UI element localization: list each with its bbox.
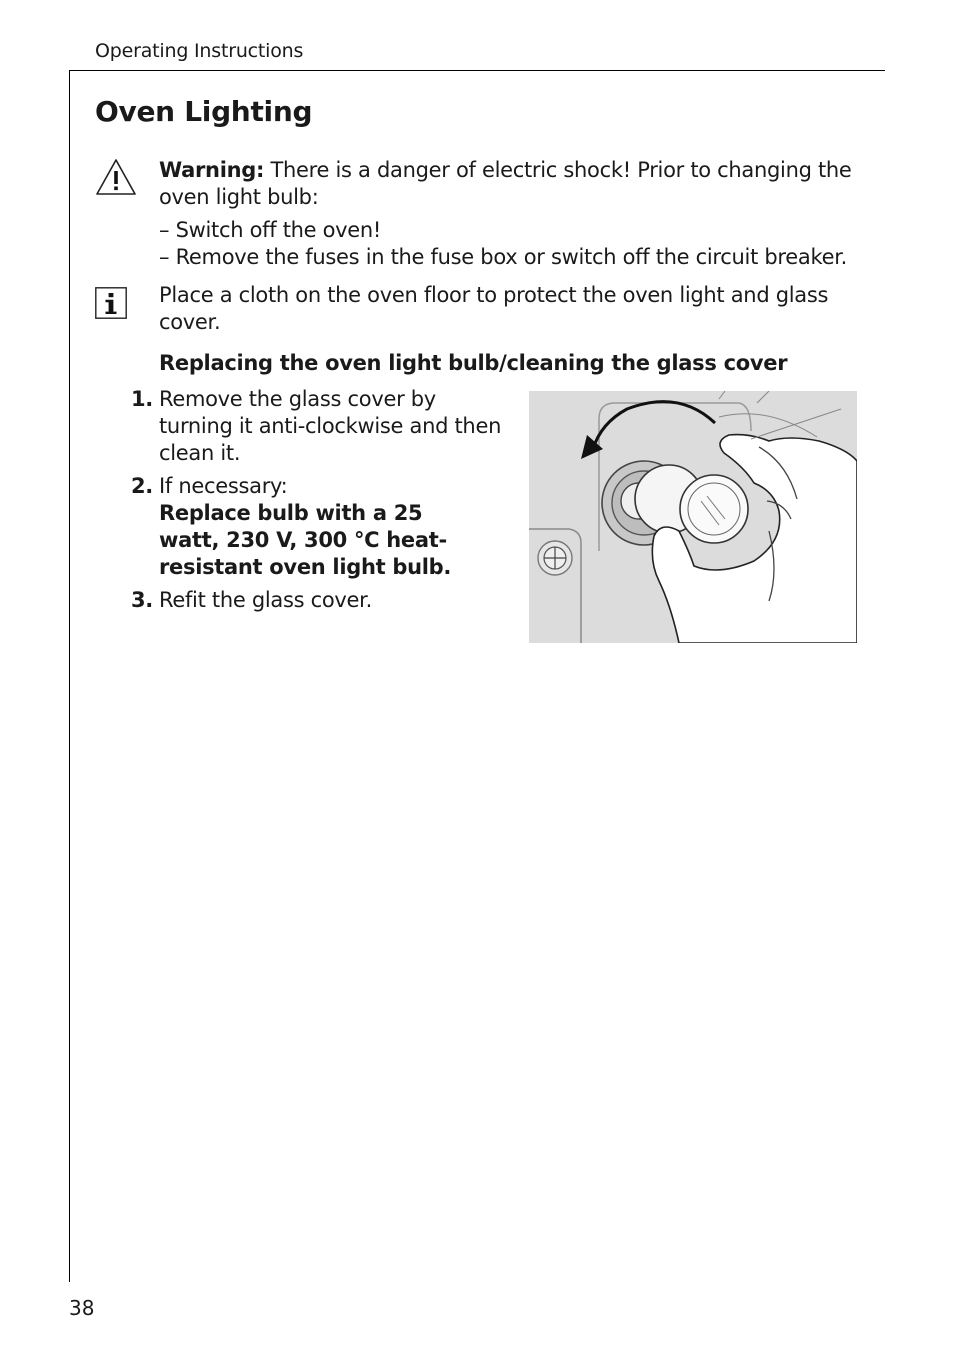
step-item (120, 386, 520, 467)
info-text: Place a cloth on the oven floor to protect the oven light and glass cover. (159, 283, 829, 334)
step-item (120, 473, 520, 581)
procedure-heading: Replacing the oven light bulb/cleaning the glass cover (159, 351, 788, 375)
page-number: 38 (69, 1296, 95, 1320)
warning-item: – Remove the fuses in the fuse box or switch off the circuit breaker. (159, 245, 847, 269)
step-item (120, 587, 520, 614)
step-number: 1. (131, 387, 153, 411)
warning-message: There is a danger of electric shock! Prior to changing the oven light bulb: (159, 158, 852, 209)
page-title: Oven Lighting (95, 95, 313, 128)
step-number: 3. (131, 588, 153, 612)
step-text: Remove the glass cover by turning it anti-clockwise and then clean it. (159, 387, 502, 465)
hand-turning-glass-cover-illustration (529, 391, 857, 643)
warning-block (159, 157, 859, 271)
procedure-steps (120, 386, 520, 620)
margin-rule (69, 70, 70, 1282)
header-rule (69, 70, 885, 71)
step-bold-text: Replace bulb with a 25 watt, 230 V, 300 °C heat-resistant oven light bulb. (159, 501, 452, 579)
warning-item: – Switch off the oven! (159, 218, 382, 242)
step-number: 2. (131, 474, 153, 498)
step-text: If necessary: (159, 474, 288, 498)
warning-triangle-icon (95, 158, 137, 196)
info-icon (95, 287, 127, 319)
warning-list (159, 217, 859, 271)
running-header: Operating Instructions (95, 40, 304, 62)
warning-text (159, 157, 859, 211)
warning-label: Warning: (159, 158, 265, 182)
step-text: Refit the glass cover. (159, 588, 372, 612)
